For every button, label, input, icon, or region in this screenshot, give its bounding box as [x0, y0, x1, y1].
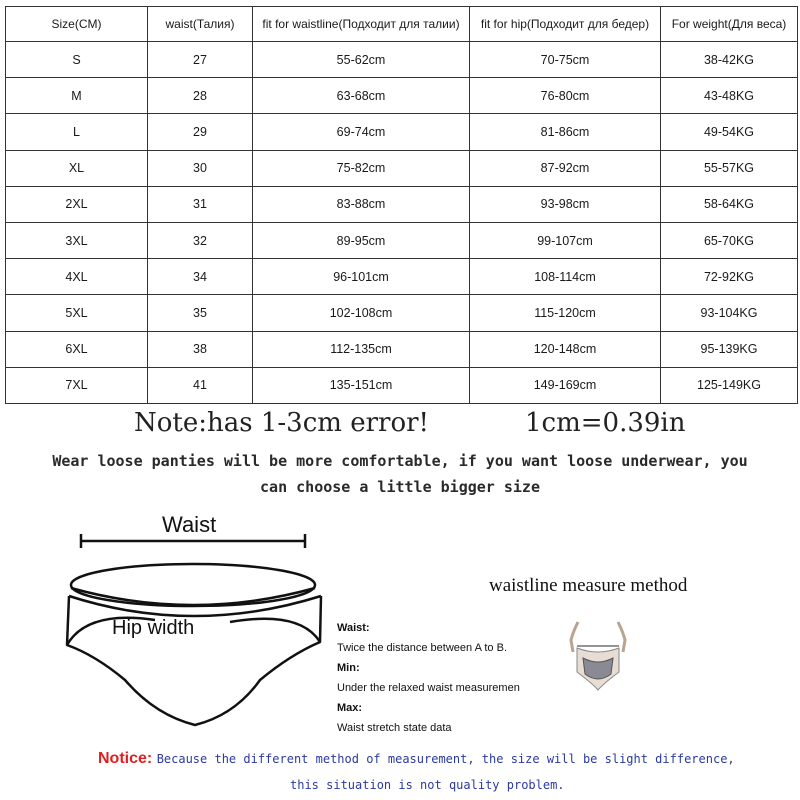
- measure-figure-icon: [563, 612, 633, 692]
- table-cell: 125-149KG: [661, 367, 798, 403]
- table-cell: 28: [148, 78, 253, 114]
- fit-advice: [10, 448, 790, 500]
- table-cell: 58-64KG: [661, 186, 798, 222]
- waist-note-text: Twice the distance between A to B.: [337, 642, 507, 654]
- table-cell: 112-135cm: [253, 331, 470, 367]
- table-cell: 65-70KG: [661, 222, 798, 258]
- table-cell: 55-57KG: [661, 150, 798, 186]
- table-cell: 115-120cm: [470, 295, 661, 331]
- table-row: [6, 114, 798, 150]
- table-cell: 96-101cm: [253, 259, 470, 295]
- table-cell: 38: [148, 331, 253, 367]
- measure-method-label: waistline measure method: [489, 575, 688, 596]
- fit-advice-line-1: Wear loose panties will be more comfortable, if you want loose underwear, you: [52, 452, 748, 470]
- min-note-title: Min:: [337, 662, 360, 674]
- table-cell: 41: [148, 367, 253, 403]
- table-row: [6, 367, 798, 403]
- table-cell: 35: [148, 295, 253, 331]
- notice: [98, 750, 735, 768]
- waist-note-title: Waist:: [337, 622, 370, 634]
- table-cell: 34: [148, 259, 253, 295]
- table-cell: 27: [148, 42, 253, 78]
- table-body: [6, 42, 798, 404]
- table-cell: L: [6, 114, 148, 150]
- table-cell: 2XL: [6, 186, 148, 222]
- notice-label: Notice:: [98, 750, 153, 767]
- table-row: [6, 222, 798, 258]
- notice-line-2: this situation is not quality problem.: [290, 778, 565, 792]
- table-cell: 38-42KG: [661, 42, 798, 78]
- table-cell: 7XL: [6, 367, 148, 403]
- table-cell: 70-75cm: [470, 42, 661, 78]
- table-cell: 76-80cm: [470, 78, 661, 114]
- table-row: [6, 295, 798, 331]
- column-header-size: Size(CM): [6, 7, 148, 42]
- table-cell: 93-104KG: [661, 295, 798, 331]
- table-cell: XL: [6, 150, 148, 186]
- panty-diagram: [55, 510, 345, 740]
- column-header-fit-hip: fit for hip(Подходит для бедер): [470, 7, 661, 42]
- table-cell: 89-95cm: [253, 222, 470, 258]
- size-chart-table: [5, 6, 798, 404]
- unit-conversion: 1cm=0.39in: [525, 408, 686, 438]
- table-cell: S: [6, 42, 148, 78]
- table-row: [6, 150, 798, 186]
- panty-outline: [67, 564, 321, 725]
- column-header-fit-waistline: fit for waistline(Подходит для талии): [253, 7, 470, 42]
- fit-advice-line-2: can choose a little bigger size: [260, 478, 540, 496]
- table-cell: 6XL: [6, 331, 148, 367]
- min-note-text: Under the relaxed waist measuremen: [337, 682, 520, 694]
- measure-notes: [337, 618, 542, 738]
- notice-line-1: Because the different method of measurement, the size will be slight difference,: [156, 752, 735, 766]
- table-cell: 3XL: [6, 222, 148, 258]
- table-cell: 69-74cm: [253, 114, 470, 150]
- table-row: [6, 42, 798, 78]
- table-cell: 102-108cm: [253, 295, 470, 331]
- table-cell: 93-98cm: [470, 186, 661, 222]
- table-cell: 30: [148, 150, 253, 186]
- column-header-weight: For weight(Для веса): [661, 7, 798, 42]
- table-cell: 108-114cm: [470, 259, 661, 295]
- table-row: [6, 259, 798, 295]
- table-cell: 120-148cm: [470, 331, 661, 367]
- table-cell: 72-92KG: [661, 259, 798, 295]
- hip-width-label: Hip width: [112, 617, 195, 639]
- table-cell: 5XL: [6, 295, 148, 331]
- table-cell: 149-169cm: [470, 367, 661, 403]
- table-cell: 87-92cm: [470, 150, 661, 186]
- waist-label: Waist: [162, 512, 217, 537]
- table-cell: 55-62cm: [253, 42, 470, 78]
- table-row: [6, 186, 798, 222]
- table-cell: M: [6, 78, 148, 114]
- table-cell: 32: [148, 222, 253, 258]
- table-cell: 43-48KG: [661, 78, 798, 114]
- table-cell: 81-86cm: [470, 114, 661, 150]
- table-cell: 83-88cm: [253, 186, 470, 222]
- table-cell: 31: [148, 186, 253, 222]
- table-cell: 49-54KG: [661, 114, 798, 150]
- column-header-waist: waist(Талия): [148, 7, 253, 42]
- table-cell: 63-68cm: [253, 78, 470, 114]
- table-cell: 4XL: [6, 259, 148, 295]
- table-cell: 29: [148, 114, 253, 150]
- table-row: [6, 331, 798, 367]
- table-cell: 135-151cm: [253, 367, 470, 403]
- table-header-row: [6, 7, 798, 42]
- table-cell: 99-107cm: [470, 222, 661, 258]
- error-note: Note:has 1-3cm error!: [134, 408, 429, 438]
- table-row: [6, 78, 798, 114]
- max-note-title: Max:: [337, 702, 363, 714]
- table-cell: 95-139KG: [661, 331, 798, 367]
- table-cell: 75-82cm: [253, 150, 470, 186]
- max-note-text: Waist stretch state data: [337, 722, 452, 734]
